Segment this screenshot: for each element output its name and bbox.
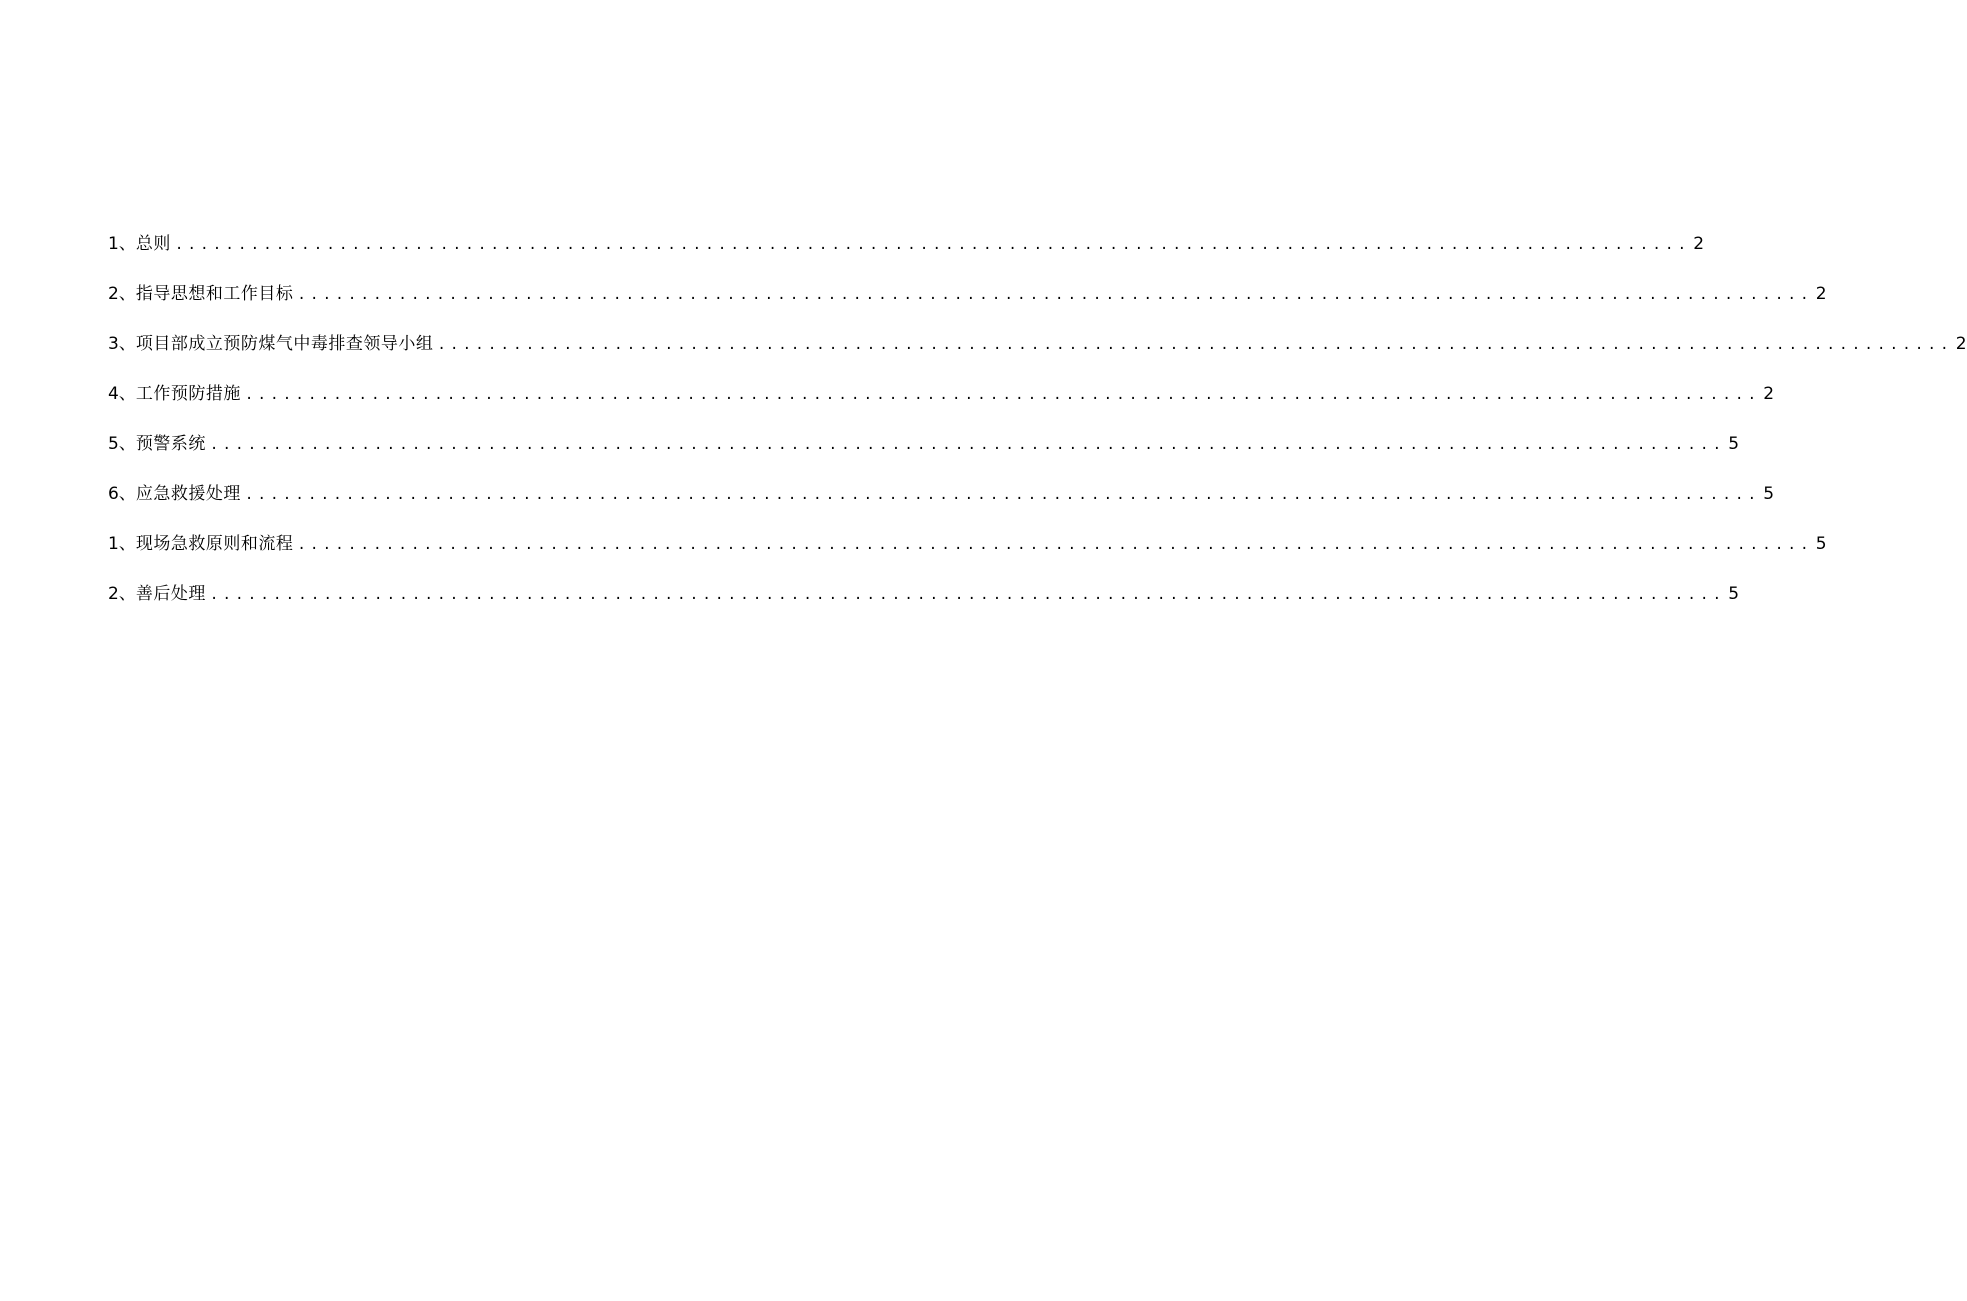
- toc-entry-number: 1、: [108, 234, 136, 254]
- toc-entry[interactable]: [108, 380, 1775, 430]
- toc-entry[interactable]: [108, 430, 1740, 480]
- toc-entry-title: 总则: [135, 234, 171, 254]
- toc-entry-page: 2: [1955, 334, 1967, 354]
- toc-entry[interactable]: [108, 580, 1740, 630]
- toc-entry-page: 5: [1763, 484, 1775, 504]
- toc-entry-number: 2、: [108, 284, 136, 304]
- toc-entry[interactable]: [108, 530, 1827, 580]
- toc-dot-leader: ........................................................................................................................: [209, 587, 1726, 603]
- table-of-contents: [108, 230, 1967, 630]
- toc-entry-title: 指导思想和工作目标: [135, 284, 294, 304]
- toc-entry-number: 3、: [108, 334, 136, 354]
- toc-entry-title: 工作预防措施: [135, 384, 241, 404]
- toc-entry-title: 预警系统: [135, 434, 206, 454]
- toc-entry-page: 5: [1815, 534, 1827, 554]
- toc-entry-number: 6、: [108, 484, 136, 504]
- toc-dot-leader: ........................................................................................................................: [244, 387, 1761, 403]
- toc-entry[interactable]: [108, 280, 1827, 330]
- toc-entry[interactable]: [108, 480, 1775, 530]
- toc-entry[interactable]: [108, 230, 1705, 280]
- toc-entry[interactable]: [108, 330, 1967, 380]
- toc-dot-leader: ........................................................................................................................: [244, 487, 1761, 503]
- toc-entry-page: 5: [1728, 434, 1740, 454]
- toc-entry-page: 2: [1763, 384, 1775, 404]
- toc-entry-number: 1、: [108, 534, 136, 554]
- toc-entry-title: 应急救援处理: [135, 484, 241, 504]
- toc-dot-leader: ........................................................................................................................: [437, 337, 1953, 353]
- toc-entry-number: 5、: [108, 434, 136, 454]
- toc-dot-leader: ........................................................................................................................: [174, 237, 1691, 253]
- toc-entry-title: 现场急救原则和流程: [135, 534, 294, 554]
- toc-entry-title: 项目部成立预防煤气中毒排查领导小组: [135, 334, 434, 354]
- toc-entry-page: 2: [1815, 284, 1827, 304]
- toc-dot-leader: ........................................................................................................................: [297, 537, 1813, 553]
- toc-entry-page: 2: [1693, 234, 1705, 254]
- toc-entry-number: 2、: [108, 584, 136, 604]
- toc-entry-title: 善后处理: [135, 584, 206, 604]
- toc-entry-page: 5: [1728, 584, 1740, 604]
- toc-dot-leader: ........................................................................................................................: [209, 437, 1726, 453]
- toc-entry-number: 4、: [108, 384, 136, 404]
- toc-dot-leader: ........................................................................................................................: [297, 287, 1813, 303]
